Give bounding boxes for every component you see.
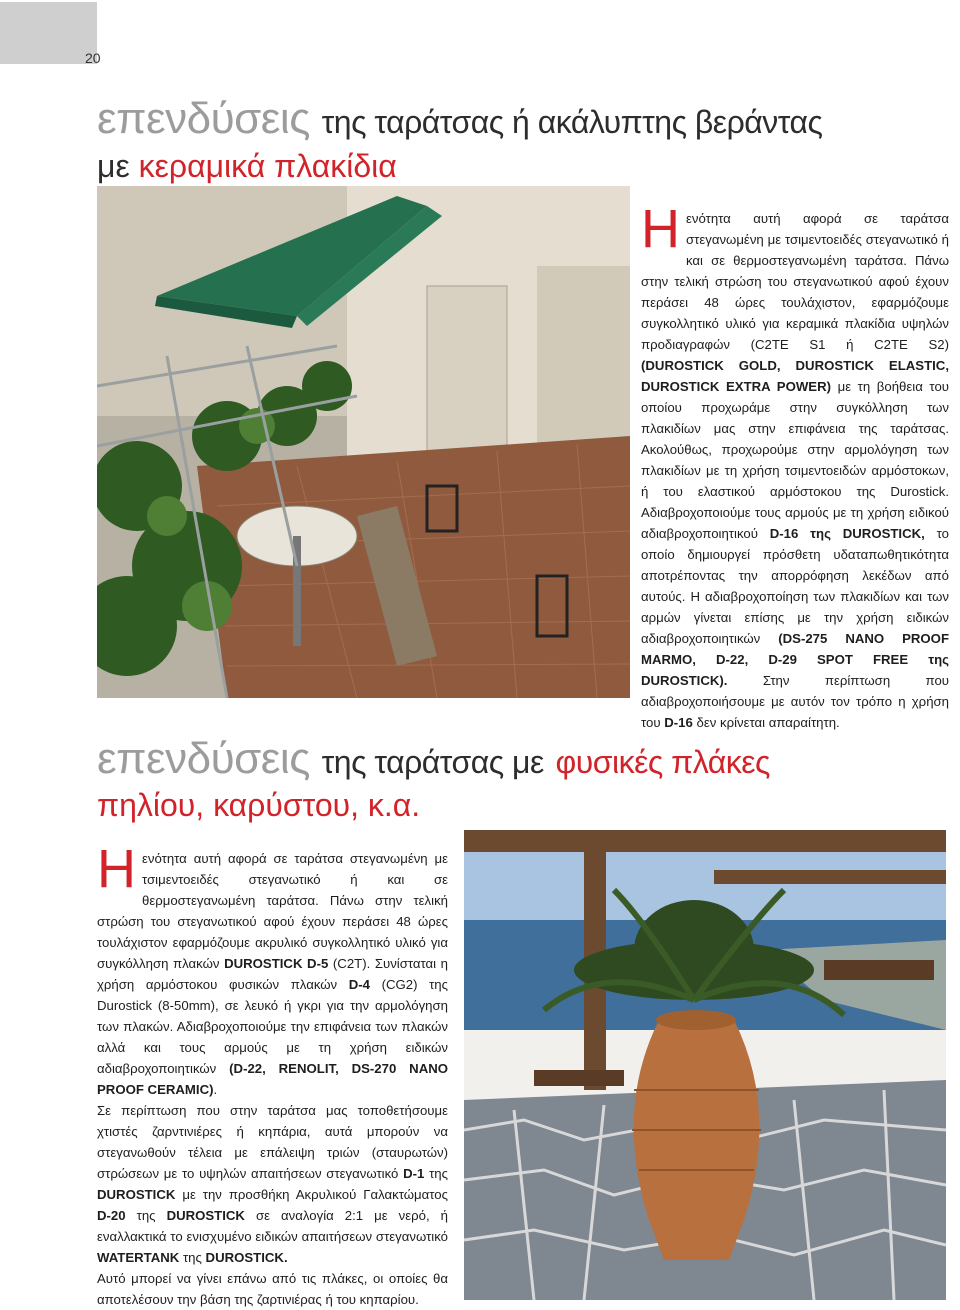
- section-2-p1e: (CG2) της Durostick (8-50mm), σε λευκό ή γκρι για την αρμολόγηση των πλακών. Αδιαβροχοποιούμε την επιφάνεια των πλακών αλλά και τους αρμούς με τη χρήση ειδικών αδιαβροχοποιητικών: [97, 977, 448, 1076]
- page-tab: [0, 2, 97, 64]
- section-2-p2j: WATERTANK: [97, 1250, 180, 1265]
- heading-1-big: επενδύσεις: [97, 94, 310, 143]
- section-2-p2h: DUROSTICK: [166, 1208, 245, 1223]
- terrace-illustration: [97, 186, 630, 698]
- section-2-p2f: D-20: [97, 1208, 126, 1223]
- heading-2-rest: της ταράτσας με: [321, 744, 544, 780]
- section-1-p1: ενότητα αυτή αφορά σε ταράτσα στεγανωμένη με τσιμεντοειδές στεγανωτικό ή και σε θερμοστεγανωμένη ταράτσα.: [686, 211, 949, 268]
- heading-1-line2-plain: με: [97, 148, 130, 184]
- page-number: 20: [85, 50, 101, 66]
- section-1-p2h: D-16: [664, 715, 693, 730]
- section-2-p1g: .: [213, 1082, 218, 1097]
- section-1-p2c: με τη βοήθεια του οποίου προχωράμε στην συγκόλληση των πλακιδίων μας στην επιφάνεια της ταράτσας. Ακολούθως, προχωρούμε στην αρμολόγηση των πλακιδίων με τη χρήση τσιμεντοειδών αρμόστοκων, ή του ελαστικού αρμόστοκου της Durostick. Αδιαβροχοποιούμε τους αρμούς με τη χρήση ειδικού αδιαβροχοποιητικού: [641, 379, 949, 541]
- heading-1-rest: της ταράτσας ή ακάλυπτης βεράντας: [321, 104, 823, 140]
- section-2-p3: Αυτό μπορεί να γίνει επάνω από τις πλάκες, οι οποίες θα αποτελέσουν την βάση της ζαρτινιέρας ή του κηπαρίου.: [97, 1271, 448, 1307]
- section-1-p2g: Στην περίπτωση που αδιαβροχοποιήσουμε με αυτόν τον τρόπο η χρήση του: [641, 673, 949, 730]
- section-1-p2e: το οποίο δημιουργεί πρόσθετη υδαταπωθητικότητα αποτρέποντας την απορρόφηση λεκέδων από αυτούς. Η αδιαβροχοποίηση των πλακιδίων και των αρμών γίνεται επίσης με την χρήση ειδικών αδιαβροχοποιητικών: [641, 526, 949, 646]
- section-2-p1d: D-4: [348, 977, 370, 992]
- section-2-p1a: ενότητα αυτή αφορά σε ταράτσα στεγανωμένη με τσιμεντοειδές στεγανωτικό ή και σε θερμοστεγανωμένη ταράτσα. Πάνω στην τελική στρώση του στεγανωτικού αφού έχουν περάσει 48 ώρες τουλάχιστον εφαρμόζουμε ακρυλικό συγκολλητικό υλικό για συγκόλληση πλακών: [97, 851, 448, 971]
- section-2-p2a: Σε περίπτωση που στην ταράτσα μας τοποθετήσουμε χτιστές ζαρντινιέρες ή κηπάρια, αυτά μπορούν να στεγανωθούν τέλεια με επάλειψη τριών (σταυρωτών) στρώσεων με το υψηλών απαιτήσεων στεγανωτικό: [97, 1103, 448, 1181]
- section-1-p2b: (DUROSTICK GOLD, DUROSTICK ELASTIC, DUROSTICK EXTRA POWER): [641, 358, 949, 394]
- heading-2-line2: πηλίου, καρύστου, κ.α.: [97, 787, 421, 823]
- section-2-p2d: DUROSTICK: [97, 1187, 176, 1202]
- section-2-p2b: D-1: [403, 1166, 425, 1181]
- section-1-text: [641, 199, 950, 733]
- section-2-p2e: με την προσθήκη Ακρυλικού Γαλακτώματος: [182, 1187, 448, 1202]
- section-2-p2l: DUROSTICK.: [205, 1250, 288, 1265]
- heading-2: [97, 735, 770, 786]
- heading-1: [97, 95, 822, 146]
- section-2-text: [97, 839, 449, 1310]
- heading-2-red: φυσικές πλάκες: [555, 744, 770, 780]
- heading-1-line2: [97, 148, 397, 185]
- section-1-p2i: δεν κρίνεται απαραίτητη.: [696, 715, 840, 730]
- stone-terrace-photo: [464, 830, 946, 1300]
- section-1-p2a: Πάνω στην τελική στρώση του στεγανωτικού αφού έχουν περάσει 48 ώρες τουλάχιστον, εφαρμόζουμε συγκολλητικό υλικό για κεραμικά πλακίδια υψηλών προδιαγραφών (C2TE S1 ή C2TE S2): [641, 253, 950, 352]
- heading-2-big: επενδύσεις: [97, 734, 310, 783]
- section-2-p2g: της: [136, 1208, 156, 1223]
- section-2-p2i: σε αναλογία 2:1 με νερό, ή εναλλακτικά το ενισχυμένο ειδικών απαιτήσεων στεγανωτικό: [97, 1208, 448, 1244]
- heading-1-line2-red: κεραμικά πλακίδια: [138, 148, 397, 184]
- section-2-p1b: DUROSTICK D-5: [224, 956, 329, 971]
- section-1-p2d: D-16 της DUROSTICK,: [769, 526, 925, 541]
- terrace-photo: [97, 186, 630, 698]
- section-2-p1c: (C2T). Συνίσταται η χρήση αρμόστοκου φυσικών πλακών: [97, 956, 449, 992]
- section-1-dropcap: Η: [641, 199, 680, 259]
- stone-terrace-illustration: [464, 830, 946, 1300]
- section-2-p2k: της: [182, 1250, 202, 1265]
- section-2-p2c: της: [429, 1166, 448, 1181]
- section-1-p2f: (DS-275 NANO PROOF MARMO, D-22, D-29 SPOT FREE της DUROSTICK).: [641, 631, 949, 688]
- section-2-dropcap: Η: [97, 839, 136, 899]
- section-2-p1f: (D-22, RENOLIT, DS-270 NANO PROOF CERAMIC): [97, 1061, 449, 1097]
